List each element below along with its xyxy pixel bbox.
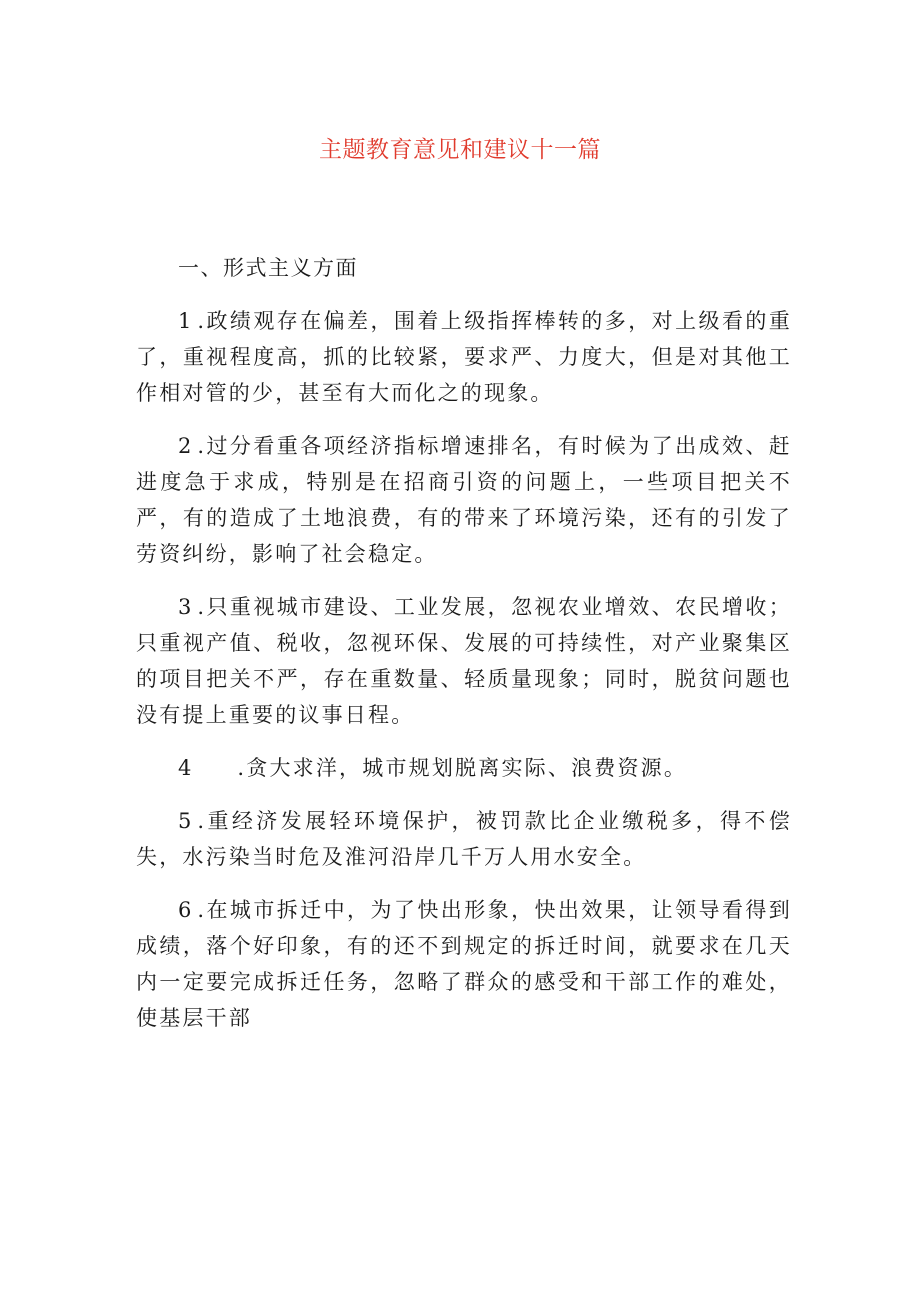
paragraph-item-6 [136, 892, 792, 1036]
item-number: 2 [178, 434, 192, 458]
item-text: .过分看重各项经济指标增速排名，有时候为了出成效、赶进度急于求成，特别是在招商引资的问题上，一些项目把关不严，有的造成了土地浪费，有的带来了环境污染，还有的引发了劳资纠纷，影响了社会稳定。 [136, 434, 792, 566]
paragraph-item-2 [136, 428, 792, 572]
item-number: 1 [178, 309, 192, 333]
item-number: 4 [178, 756, 192, 780]
item-text: .在城市拆迁中，为了快出形象，快出效果，让领导看得到成绩，落个好印象，有的还不到规定的拆迁时间，就要求在几天内一定要完成拆迁任务，忽略了群众的感受和干部工作的难处，使基层干部 [136, 898, 792, 1030]
document-title: 主题教育意见和建议十一篇 [319, 137, 601, 163]
item-number: 3 [178, 595, 192, 619]
item-text: .重经济发展轻环境保护，被罚款比企业缴税多，得不偿失，水污染当时危及淮河沿岸几千万人用水安全。 [136, 809, 792, 869]
item-text: .只重视城市建设、工业发展，忽视农业增效、农民增收；只重视产值、税收，忽视环保、发展的可持续性，对产业聚集区的项目把关不严，存在重数量、轻质量现象；同时，脱贫问题也没有提上重要的议事日程。 [136, 595, 792, 727]
section-heading: 一、形式主义方面 [178, 256, 358, 280]
item-number: 5 [178, 809, 192, 833]
paragraph-item-1 [136, 303, 792, 411]
paragraph-item-4 [136, 750, 792, 786]
item-text: .贪大求洋，城市规划脱离实际、浪费资源。 [237, 756, 688, 780]
item-text: .政绩观存在偏差，围着上级指挥棒转的多，对上级看的重了，重视程度高，抓的比较紧，要求严、力度大，但是对其他工作相对管的少，甚至有大而化之的现象。 [136, 309, 792, 405]
item-number: 6 [178, 898, 192, 922]
paragraph-item-5 [136, 803, 792, 875]
document-body [136, 250, 792, 1053]
paragraph-item-3 [136, 589, 792, 733]
